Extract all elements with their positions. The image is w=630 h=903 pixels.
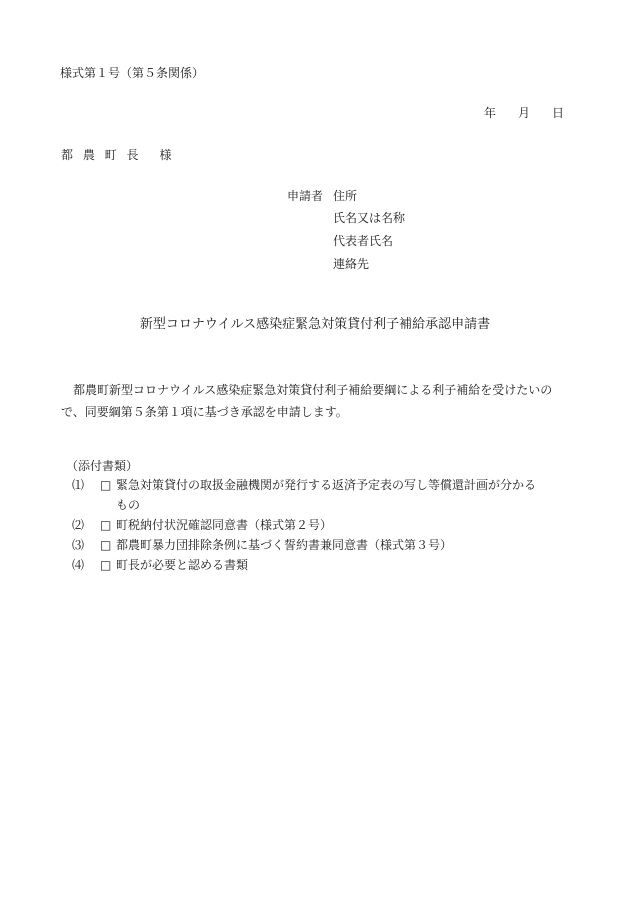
checkbox-icon: □ [100,518,112,532]
attachment-number: ⑵ [72,518,85,532]
form-number: 様式第１号（第５条関係） [60,66,205,80]
addressee [61,148,171,162]
attachment-number: ⑴ [72,478,85,492]
date-day-label: 日 [552,106,565,120]
date-line [484,106,564,120]
checkbox-icon: □ [100,538,112,552]
attachment-text-continuation: もの [116,498,141,512]
checkbox-icon: □ [100,478,112,492]
attachment-number: ⑷ [72,558,85,572]
attachment-item [72,518,332,532]
attachment-text: 緊急対策貸付の取扱金融機関が発行する返済予定表の写し等償還計画が分かる [116,478,537,492]
applicant-representative-label: 代表者氏名 [333,234,394,248]
applicant-address-label: 住所 [333,189,358,203]
date-year-label: 年 [484,106,497,120]
addressee-name: 都 農 町 長 [61,148,142,162]
document-title: 新型コロナウイルス感染症緊急対策貸付利子補給承認申請書 [139,317,491,332]
applicant-contact-label: 連絡先 [333,257,370,271]
applicant-heading: 申請者 [287,189,324,203]
applicant-name-label: 氏名又は名称 [333,211,406,225]
body-text: 都農町新型コロナウイルス感染症緊急対策貸付利子補給要綱による利子補給を受けたいので、同要綱第５条第１項に基づき承認を申請します。 [61,383,553,419]
attachment-text: 町税納付状況確認同意書（様式第２号） [116,518,333,532]
checkbox-icon: □ [100,558,112,572]
attachment-number: ⑶ [72,538,85,552]
attachment-item [72,538,452,552]
attachment-text: 都農町暴力団排除条例に基づく誓約書兼同意書（様式第３号） [116,538,453,552]
attachment-item [72,478,536,492]
attachments-heading: （添付書類） [66,459,139,473]
date-month-label: 月 [518,106,531,120]
attachment-item [72,558,248,572]
attachment-text: 町長が必要と認める書類 [116,558,249,572]
addressee-honorific: 様 [159,148,172,162]
